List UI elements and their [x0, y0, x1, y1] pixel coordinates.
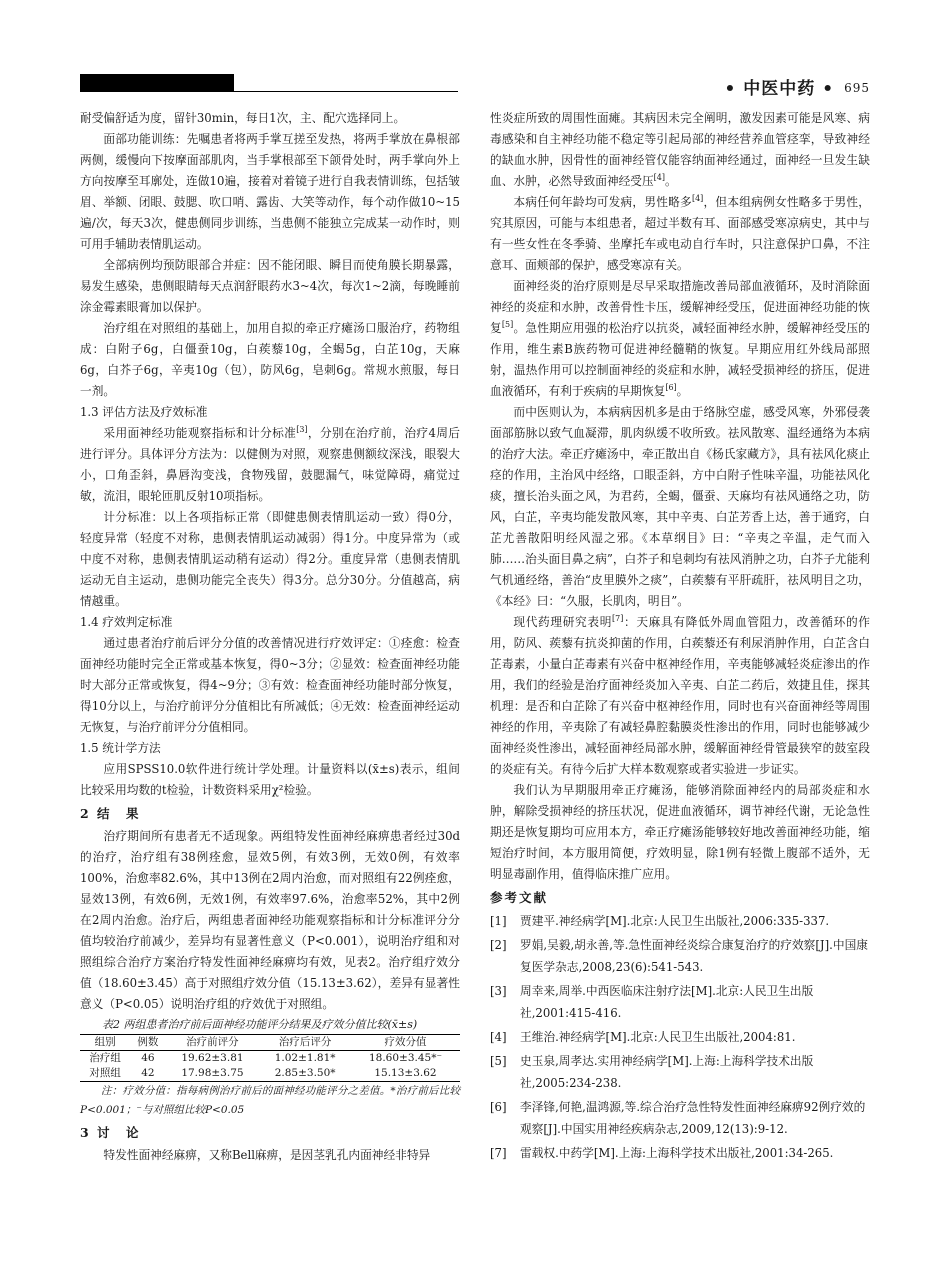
table-header: 疗效分值	[384, 1036, 427, 1048]
paragraph: 面部功能训练：先嘱患者将两手掌互搓至发热，将两手掌放在鼻根部两侧，缓慢向下按摩面部肌肉，当手掌根部至下颌骨处时，两手掌向外上方向按摩至耳廓处，连做10遍，接着对着镜子进行自我表情训练，包括皱眉、举额、闭眼、鼓腮、吹口哨、露齿、大笑等动作，每个动作做10~15遍/次，每天3次，健患侧同步训练，当患侧不能独立完成某一动作时，则可用手辅助表情肌运动。	[80, 132, 460, 251]
table-cell: 19.62±3.81	[181, 1052, 244, 1064]
journal-header	[725, 74, 870, 99]
citation: [6]	[665, 383, 677, 393]
paragraph: 面神经炎的治疗原则是尽早采取措施改善局部血液循环，及时消除面神经的炎症和水肿，改善骨性卡压，缓解神经受压，促进面神经功能的恢复[5]。急性期应用强的松治疗以抗炎，减轻面神经水肿，缓解神经受压的作用，维生素B族药物可促进神经髓鞘的恢复。早期应用红外线局部照射，温热作用可以控制面神经的炎症和水肿，减轻受损神经的挤压，促进血液循环，有利于疾病的早期恢复[6]。	[490, 279, 870, 398]
table-row	[80, 1051, 460, 1067]
results-table	[80, 1034, 460, 1082]
reference-item: [7] 雷载权.中药学[M].上海:上海科学技术出版社,2001:34-265.	[490, 1146, 834, 1160]
section-heading: 1.4 疗效判定标准	[80, 615, 173, 629]
reference-item: [4] 王维治.神经病学[M].北京:人民卫生出版社,2004:81.	[490, 1030, 796, 1044]
reference-item: [5] 史玉泉,周孝达.实用神经病学[M].上海:上海科学技术出版社,2005:234-238.	[490, 1054, 814, 1090]
table-cell: 18.60±3.45*⁻	[368, 1052, 442, 1064]
citation: [3]	[296, 425, 308, 435]
citation: [4]	[653, 173, 665, 183]
section-heading: 2 结 果	[80, 806, 141, 821]
table-header: 组别	[94, 1036, 116, 1048]
reference-item: [3] 周幸来,周举.中西医临床注射疗法[M].北京:人民卫生出版社,2001:415-416.	[490, 984, 814, 1020]
table-cell: 17.98±3.75	[181, 1067, 244, 1079]
paragraph: 而中医则认为，本病病因机多是由于络脉空虚，感受风寒，外邪侵袭面部筋脉以致气血凝滞，肌肉纵缓不收所致。祛风散寒、温经通络为本病的治疗大法。牵正疗瘫汤中，牵正散出自《杨氏家藏方》，具有祛风化痰止痉的作用，主治风中经络，口眼歪斜，方中白附子性味辛温，功能祛风化痰，擅长治头面之风，为君药，全蝎，僵蚕、天麻均有祛风通络之功，防风，白芷，辛夷均能发散风寒，其中辛夷、白芷芳香上达，善于通窍，白芷尤善散阳明经风湿之邪。《本草纲目》曰：“辛夷之辛温，走气而入肺……治头面目鼻之病”，白芥子和皂刺均有祛风消肿之功，白芥子尤能利气机通经络，善治“皮里膜外之痰”，白蒺藜有平肝疏肝，祛风明目之功，《本经》曰：“久服，长肌肉，明目”。	[490, 405, 870, 608]
table-caption: 表2 两组患者治疗前后面神经功能评分结果及疗效分值比较(x̄±s)	[102, 1018, 418, 1031]
reference-item: [1] 贾建平.神经病学[M].北京:人民卫生出版社,2006:335-337.	[490, 914, 830, 928]
paragraph: 计分标准：以上各项指标正常（即健患侧表情肌运动一致）得0分，轻度异常（轻度不对称，患侧表情肌运动减弱）得1分。中度异常为（或中度不对称，患侧表情肌运动稍有运动）得2分。重度异常（患侧表情肌运动无自主运动，患侧功能完全丧失）得3分。总分30分。分值越高，病情越重。	[80, 510, 460, 608]
references-heading: 参考文献	[490, 890, 549, 905]
journal-section-title: • 中医中药 •	[724, 79, 835, 99]
reference-item: [6] 李泽锋,何艳,温鸿源,等.综合治疗急性特发性面神经麻痹92例疗效的观察[J].中国实用神经疾病杂志,2009,12(13):9-12.	[490, 1100, 866, 1136]
table-cell: 42	[141, 1067, 155, 1079]
paragraph: 性炎症所致的周围性面瘫。其病因未完全阐明，激发因素可能是风寒、病毒感染和自主神经功能不稳定等引起局部的神经营养血管痉挛，导致神经的缺血水肿，因骨性的面神经管仅能容纳面神经通过，面神经一旦发生缺血、水肿，必然导致面神经受压[4]。	[490, 111, 870, 188]
header-black-bar	[80, 74, 234, 91]
table-cell: 1.02±1.81*	[274, 1052, 336, 1064]
paragraph: 现代药理研究表明[7]：天麻具有降低外周血管阻力，改善循环的作用，防风、蒺藜有抗炎抑菌的作用，白蒺藜还有利尿消肿作用，白芷含白芷毒素，小量白芷毒素有兴奋中枢神经作用，辛夷能够减轻炎症渗出的作用，我们的经验是治疗面神经炎加入辛夷、白芷二药后，效捷且佳，探其机理：是否和白芷除了有兴奋中枢神经作用，同时也有兴奋面神经等周围神经的作用，辛夷除了有减轻鼻腔黏膜炎性渗出的作用，同时也能够减少面神经炎性渗出，减轻面神经局部水肿，缓解面神经骨管最狭窄的鼓室段的炎症有关。有待今后扩大样本数观察或者实验进一步证实。	[490, 614, 870, 776]
paragraph: 本病任何年龄均可发病，男性略多[4]，但本组病例女性略多于男性，究其原因，可能与本组患者，超过半数有耳、面部感受寒凉病史，其中与有一些女性在冬季骑、坐摩托车或电动自行车时，只注意保护口鼻，不注意耳、面颊部的保护，感受寒凉有关。	[490, 194, 870, 272]
citation: [5]	[501, 320, 514, 330]
paragraph: 全部病例均预防眼部合并症：因不能闭眼、瞬目而使角膜长期暴露，易发生感染，患侧眼睛每天点润舒眼药水3~4次，每次1~2滴，每晚睡前涂金霉素眼膏加以保护。	[80, 258, 460, 314]
paragraph: 采用面神经功能观察指标和计分标准[3]，分别在治疗前，治疗4周后进行评分。具体评分方法为：以健侧为对照，观察患侧额纹深浅，眼裂大小，口角歪斜，鼻唇沟变浅，食物残留，鼓腮漏气，味觉障碍，痛觉过敏，流泪，眼轮匝肌反射10项指标。	[80, 425, 460, 503]
table-cell: 15.13±3.62	[374, 1067, 437, 1079]
reference-list	[490, 910, 870, 1164]
table-cell: 对照组	[89, 1067, 121, 1079]
paragraph: 治疗期间所有患者无不适现象。两组特发性面神经麻痹患者经过30d的治疗，治疗组有38例痊愈，显效5例，有效3例，无效0例，有效率100%，治愈率82.6%，其中13例在2周内治愈，而对照组有22例痊愈，显效13例，有效6例，无效1例，有效率97.6%，治愈率52%，其中2例在2周内治愈。治疗后，两组患者面神经功能观察指标和计分标准评分分值均较治疗前减少，差异均有显著性意义（P<0.001），说明治疗组和对照组综合治疗方案治疗特发性面神经麻痹均有效，见表2。治疗组疗效分值（18.60±3.45）高于对照组疗效分值（15.13±3.62），差异有显著性意义（P<0.05）说明治疗组的疗效优于对照组。	[80, 829, 460, 1011]
paragraph: 治疗组在对照组的基础上，加用自拟的牵正疗瘫汤口服治疗，药物组成：白附子6g，白僵蚕10g，白蒺藜10g，全蝎5g，白芷10g，天麻6g，白芥子6g，辛夷10g（包），防风6g，皂刺6g。常规水煎服，每日一剂。	[80, 321, 460, 398]
reference-item: [2] 罗娟,吴毅,胡永善,等.急性面神经炎综合康复治疗的疗效察[J].中国康复医学杂志,2008,23(6):541-543.	[490, 938, 868, 974]
header-rule	[80, 91, 458, 92]
page-number: 695	[844, 81, 870, 95]
paragraph: 特发性面神经麻痹，又称Bell麻痹，是因茎乳孔内面神经非特异	[103, 1148, 431, 1162]
table-cell: 46	[141, 1052, 155, 1064]
citation: [4]	[691, 194, 704, 204]
table-header: 例数	[137, 1036, 159, 1048]
paragraph: 耐受偏舒适为度，留针30min，每日1次，主、配穴选择同上。	[80, 111, 406, 125]
section-heading: 1.3 评估方法及疗效标准	[80, 405, 208, 419]
paragraph: 通过患者治疗前后评分分值的改善情况进行疗效评定：①痊愈：检查面神经功能时完全正常或基本恢复，得0~3分；②显效：检查面神经功能时大部分正常或恢复，得4~9分；③有效：检查面神经功能时部分恢复，得10分以上，与治疗前评分分值相比有所减低；④无效：检查面神经运动无恢复，与治疗前评分分值相同。	[80, 636, 460, 734]
citation: [7]	[612, 614, 624, 624]
paragraph: 应用SPSS10.0软件进行统计学处理。计量资料以(x̄±s)表示，组间比较采用均数的t检验，计数资料采用χ²检验。	[80, 762, 460, 797]
table-row	[80, 1066, 460, 1082]
table-cell: 2.85±3.50*	[274, 1067, 336, 1079]
table-note: 注：疗效分值：指每病例治疗前后的面神经功能评分之差值。*治疗前后比较P<0.001；⁻与对照组比较P<0.05	[80, 1085, 460, 1116]
section-heading: 3 讨 论	[80, 1125, 141, 1140]
table-header: 治疗后评分	[278, 1036, 332, 1048]
section-heading: 1.5 统计学方法	[80, 741, 161, 755]
paragraph: 我们认为早期服用牵正疗瘫汤，能够消除面神经内的局部炎症和水肿，解除受损神经的挤压状况，促进血液循环，调节神经代谢，无论急性期还是恢复期均可应用本方，牵正疗瘫汤能够较好地改善面神经功能，缩短治疗时间，本方服用简便，疗效明显，除1例有轻微上腹部不适外，无明显毒副作用，值得临床推广应用。	[490, 783, 870, 881]
right-column	[490, 108, 870, 1166]
table-cell: 治疗组	[89, 1052, 121, 1064]
left-column	[80, 108, 460, 1166]
table-header: 治疗前评分	[186, 1036, 239, 1048]
